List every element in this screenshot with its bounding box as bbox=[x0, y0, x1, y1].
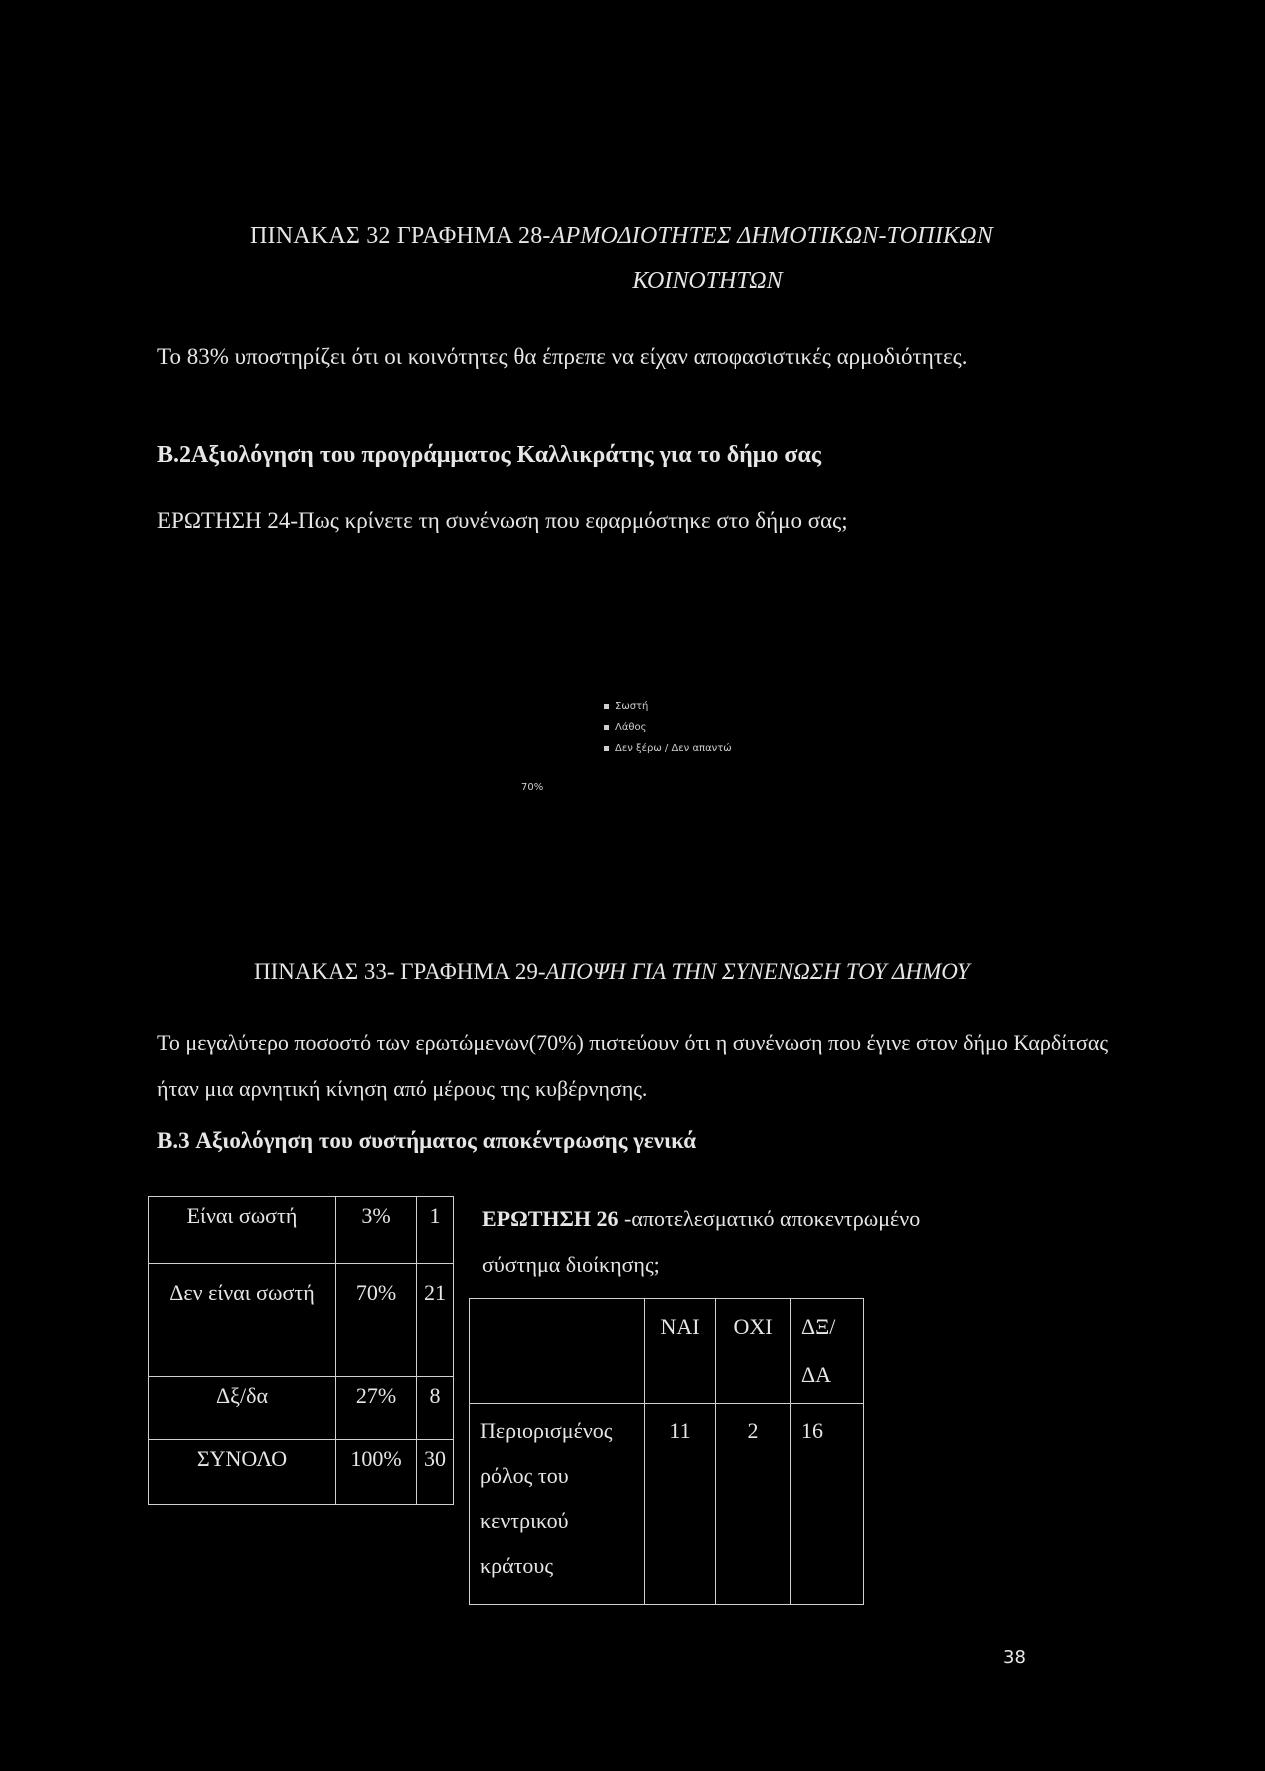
table-header-no: ΟΧΙ bbox=[716, 1299, 791, 1404]
chart-data-label: 70% bbox=[521, 782, 544, 793]
legend-swatch-icon bbox=[604, 725, 609, 730]
table-cell-label: ΣΥΝΟΛΟ bbox=[149, 1440, 336, 1505]
table-row bbox=[149, 1377, 454, 1440]
paragraph-1: Το 83% υποστηρίζει ότι οι κοινότητες θα έπρεπε να είχαν αποφασιστικές αρμοδιότητες. bbox=[157, 344, 968, 369]
table-header-empty bbox=[470, 1299, 645, 1404]
question-24: ΕΡΩΤΗΣΗ 24-Πως κρίνετε τη συνένωση που εφαρμόστηκε στο δήμο σας; bbox=[157, 508, 848, 533]
table-row bbox=[149, 1440, 454, 1505]
legend-item-wrong bbox=[604, 717, 732, 738]
table-cell-pct: 70% bbox=[336, 1264, 417, 1377]
table-cell-dk: 16 bbox=[791, 1404, 864, 1605]
legend-item-correct bbox=[604, 696, 732, 717]
legend-label: Λάθος bbox=[615, 722, 647, 733]
table-cell-yes: 11 bbox=[645, 1404, 716, 1605]
legend-label: Δεν ξέρω / Δεν απαντώ bbox=[615, 743, 732, 754]
table33-title-italic: ΑΠΟΨΗ ΓΙΑ ΤΗΝ ΣΥΝΕΝΩΣΗ ΤΟΥ ΔΗΜΟΥ bbox=[545, 959, 970, 984]
table-row bbox=[470, 1404, 864, 1605]
section-b2-heading: B.2Αξιολόγηση του προγράμματος Καλλικράτης για το δήμο σας bbox=[157, 442, 821, 468]
results-table bbox=[148, 1196, 454, 1505]
table32-title-prefix: ΠΙΝΑΚΑΣ 32 ΓΡΑΦΗΜΑ 28- bbox=[250, 223, 551, 249]
legend-label: Σωστή bbox=[615, 701, 649, 712]
table-cell-label: Δξ/δα bbox=[149, 1377, 336, 1440]
table32-title bbox=[250, 223, 993, 250]
table-cell-count: 21 bbox=[417, 1264, 454, 1377]
table-cell-count: 30 bbox=[417, 1440, 454, 1505]
legend-item-dk bbox=[604, 738, 732, 759]
table-cell-no: 2 bbox=[716, 1404, 791, 1605]
table33-title-prefix: ΠΙΝΑΚΑΣ 33- ΓΡΑΦΗΜΑ 29- bbox=[254, 959, 546, 984]
chart-legend bbox=[604, 696, 732, 759]
table-header-yes: ΝΑΙ bbox=[645, 1299, 716, 1404]
table-cell-label: Είναι σωστή bbox=[149, 1197, 336, 1264]
table33-title bbox=[254, 959, 970, 985]
paragraph-2: Το μεγαλύτερο ποσοστό των ερωτώμενων(70%) πιστεύουν ότι η συνένωση που έγινε στον δήμο Καρδίτσας ήταν μια αρνητική κίνηση από μέρους της κυβέρνησης. bbox=[157, 1030, 1109, 1101]
section-b3-heading: B.3 Αξιολόγηση του συστήματος αποκέντρωσης γενικά bbox=[157, 1128, 697, 1153]
legend-swatch-icon bbox=[604, 746, 609, 751]
legend-swatch-icon bbox=[604, 704, 609, 709]
table-header-dk: ΔΞ/ ΔΑ bbox=[791, 1299, 864, 1404]
table-cell-label: Δεν είναι σωστή bbox=[149, 1264, 336, 1377]
table-cell-count: 1 bbox=[417, 1197, 454, 1264]
table-header-row bbox=[470, 1299, 864, 1404]
table-cell-pct: 3% bbox=[336, 1197, 417, 1264]
table-cell-pct: 100% bbox=[336, 1440, 417, 1505]
table-cell-pct: 27% bbox=[336, 1377, 417, 1440]
page-number: 38 bbox=[1003, 1647, 1026, 1668]
table32-title-italic: ΑΡΜΟΔΙΟΤΗΤΕΣ ΔΗΜΟΤΙΚΩΝ-ΤΟΠΙΚΩΝ bbox=[550, 223, 993, 249]
table-row bbox=[149, 1197, 454, 1264]
table-cell-label: Περιορισμένος ρόλος του κεντρικού κράτους bbox=[470, 1404, 645, 1605]
question-26-text: -αποτελεσματικό αποκεντρωμένο σύστημα διοίκησης; bbox=[482, 1206, 921, 1277]
table32-title-line2 bbox=[0, 268, 1265, 295]
question-26-number: ΕΡΩΤΗΣΗ 26 bbox=[482, 1206, 619, 1231]
table32-title-italic-2: ΚΟΙΝΟΤΗΤΩΝ bbox=[632, 268, 783, 294]
question-26 bbox=[482, 1196, 1002, 1288]
table-row bbox=[149, 1264, 454, 1377]
decentralization-table bbox=[469, 1298, 864, 1605]
table-cell-count: 8 bbox=[417, 1377, 454, 1440]
